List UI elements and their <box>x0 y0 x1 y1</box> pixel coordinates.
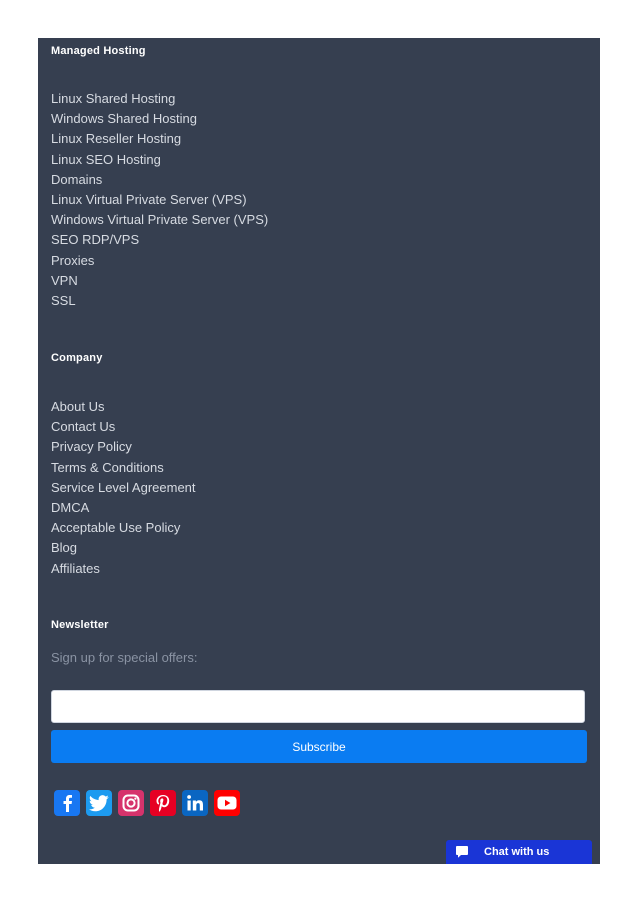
footer-link-dmca[interactable]: DMCA <box>51 499 90 515</box>
twitter-icon[interactable] <box>86 790 112 816</box>
company-links <box>51 397 196 579</box>
footer-link-privacy-policy[interactable]: Privacy Policy <box>51 439 132 455</box>
footer-link-windows-shared-hosting[interactable]: Windows Shared Hosting <box>51 111 197 127</box>
footer-link-domains[interactable]: Domains <box>51 171 103 187</box>
footer-link-vpn[interactable]: VPN <box>51 272 78 288</box>
managed-hosting-heading: Managed Hosting <box>51 45 146 57</box>
newsletter-subtitle: Sign up for special offers: <box>51 650 198 665</box>
footer-link-contact-us[interactable]: Contact Us <box>51 419 116 435</box>
footer-link-linux-seo-hosting[interactable]: Linux SEO Hosting <box>51 151 161 167</box>
subscribe-button[interactable]: Subscribe <box>51 730 587 763</box>
footer-link-seo-rdp-vps[interactable]: SEO RDP/VPS <box>51 232 140 248</box>
footer-link-affiliates[interactable]: Affiliates <box>51 560 100 576</box>
footer-link-linux-reseller-hosting[interactable]: Linux Reseller Hosting <box>51 131 182 147</box>
footer-link-sla[interactable]: Service Level Agreement <box>51 479 196 495</box>
newsletter-heading: Newsletter <box>51 619 109 631</box>
facebook-icon[interactable] <box>54 790 80 816</box>
site-footer <box>38 38 600 864</box>
pinterest-icon[interactable] <box>150 790 176 816</box>
company-heading: Company <box>51 352 103 364</box>
chat-widget-button[interactable] <box>446 840 592 864</box>
footer-link-linux-vps[interactable]: Linux Virtual Private Server (VPS) <box>51 191 247 207</box>
managed-hosting-links <box>51 89 268 311</box>
footer-link-aup[interactable]: Acceptable Use Policy <box>51 520 181 536</box>
instagram-icon[interactable] <box>118 790 144 816</box>
footer-link-about-us[interactable]: About Us <box>51 399 105 414</box>
footer-link-linux-shared-hosting[interactable]: Linux Shared Hosting <box>51 91 176 106</box>
youtube-icon[interactable] <box>214 790 240 816</box>
newsletter-email-input[interactable] <box>51 690 585 723</box>
footer-link-ssl[interactable]: SSL <box>51 292 76 308</box>
footer-link-terms[interactable]: Terms & Conditions <box>51 459 164 475</box>
footer-link-windows-vps[interactable]: Windows Virtual Private Server (VPS) <box>51 212 269 228</box>
chat-bubble-icon <box>455 845 469 859</box>
linkedin-icon[interactable] <box>182 790 208 816</box>
footer-link-proxies[interactable]: Proxies <box>51 252 95 268</box>
footer-link-blog[interactable]: Blog <box>51 540 78 556</box>
social-links <box>54 790 240 816</box>
chat-label: Chat with us <box>484 846 550 858</box>
